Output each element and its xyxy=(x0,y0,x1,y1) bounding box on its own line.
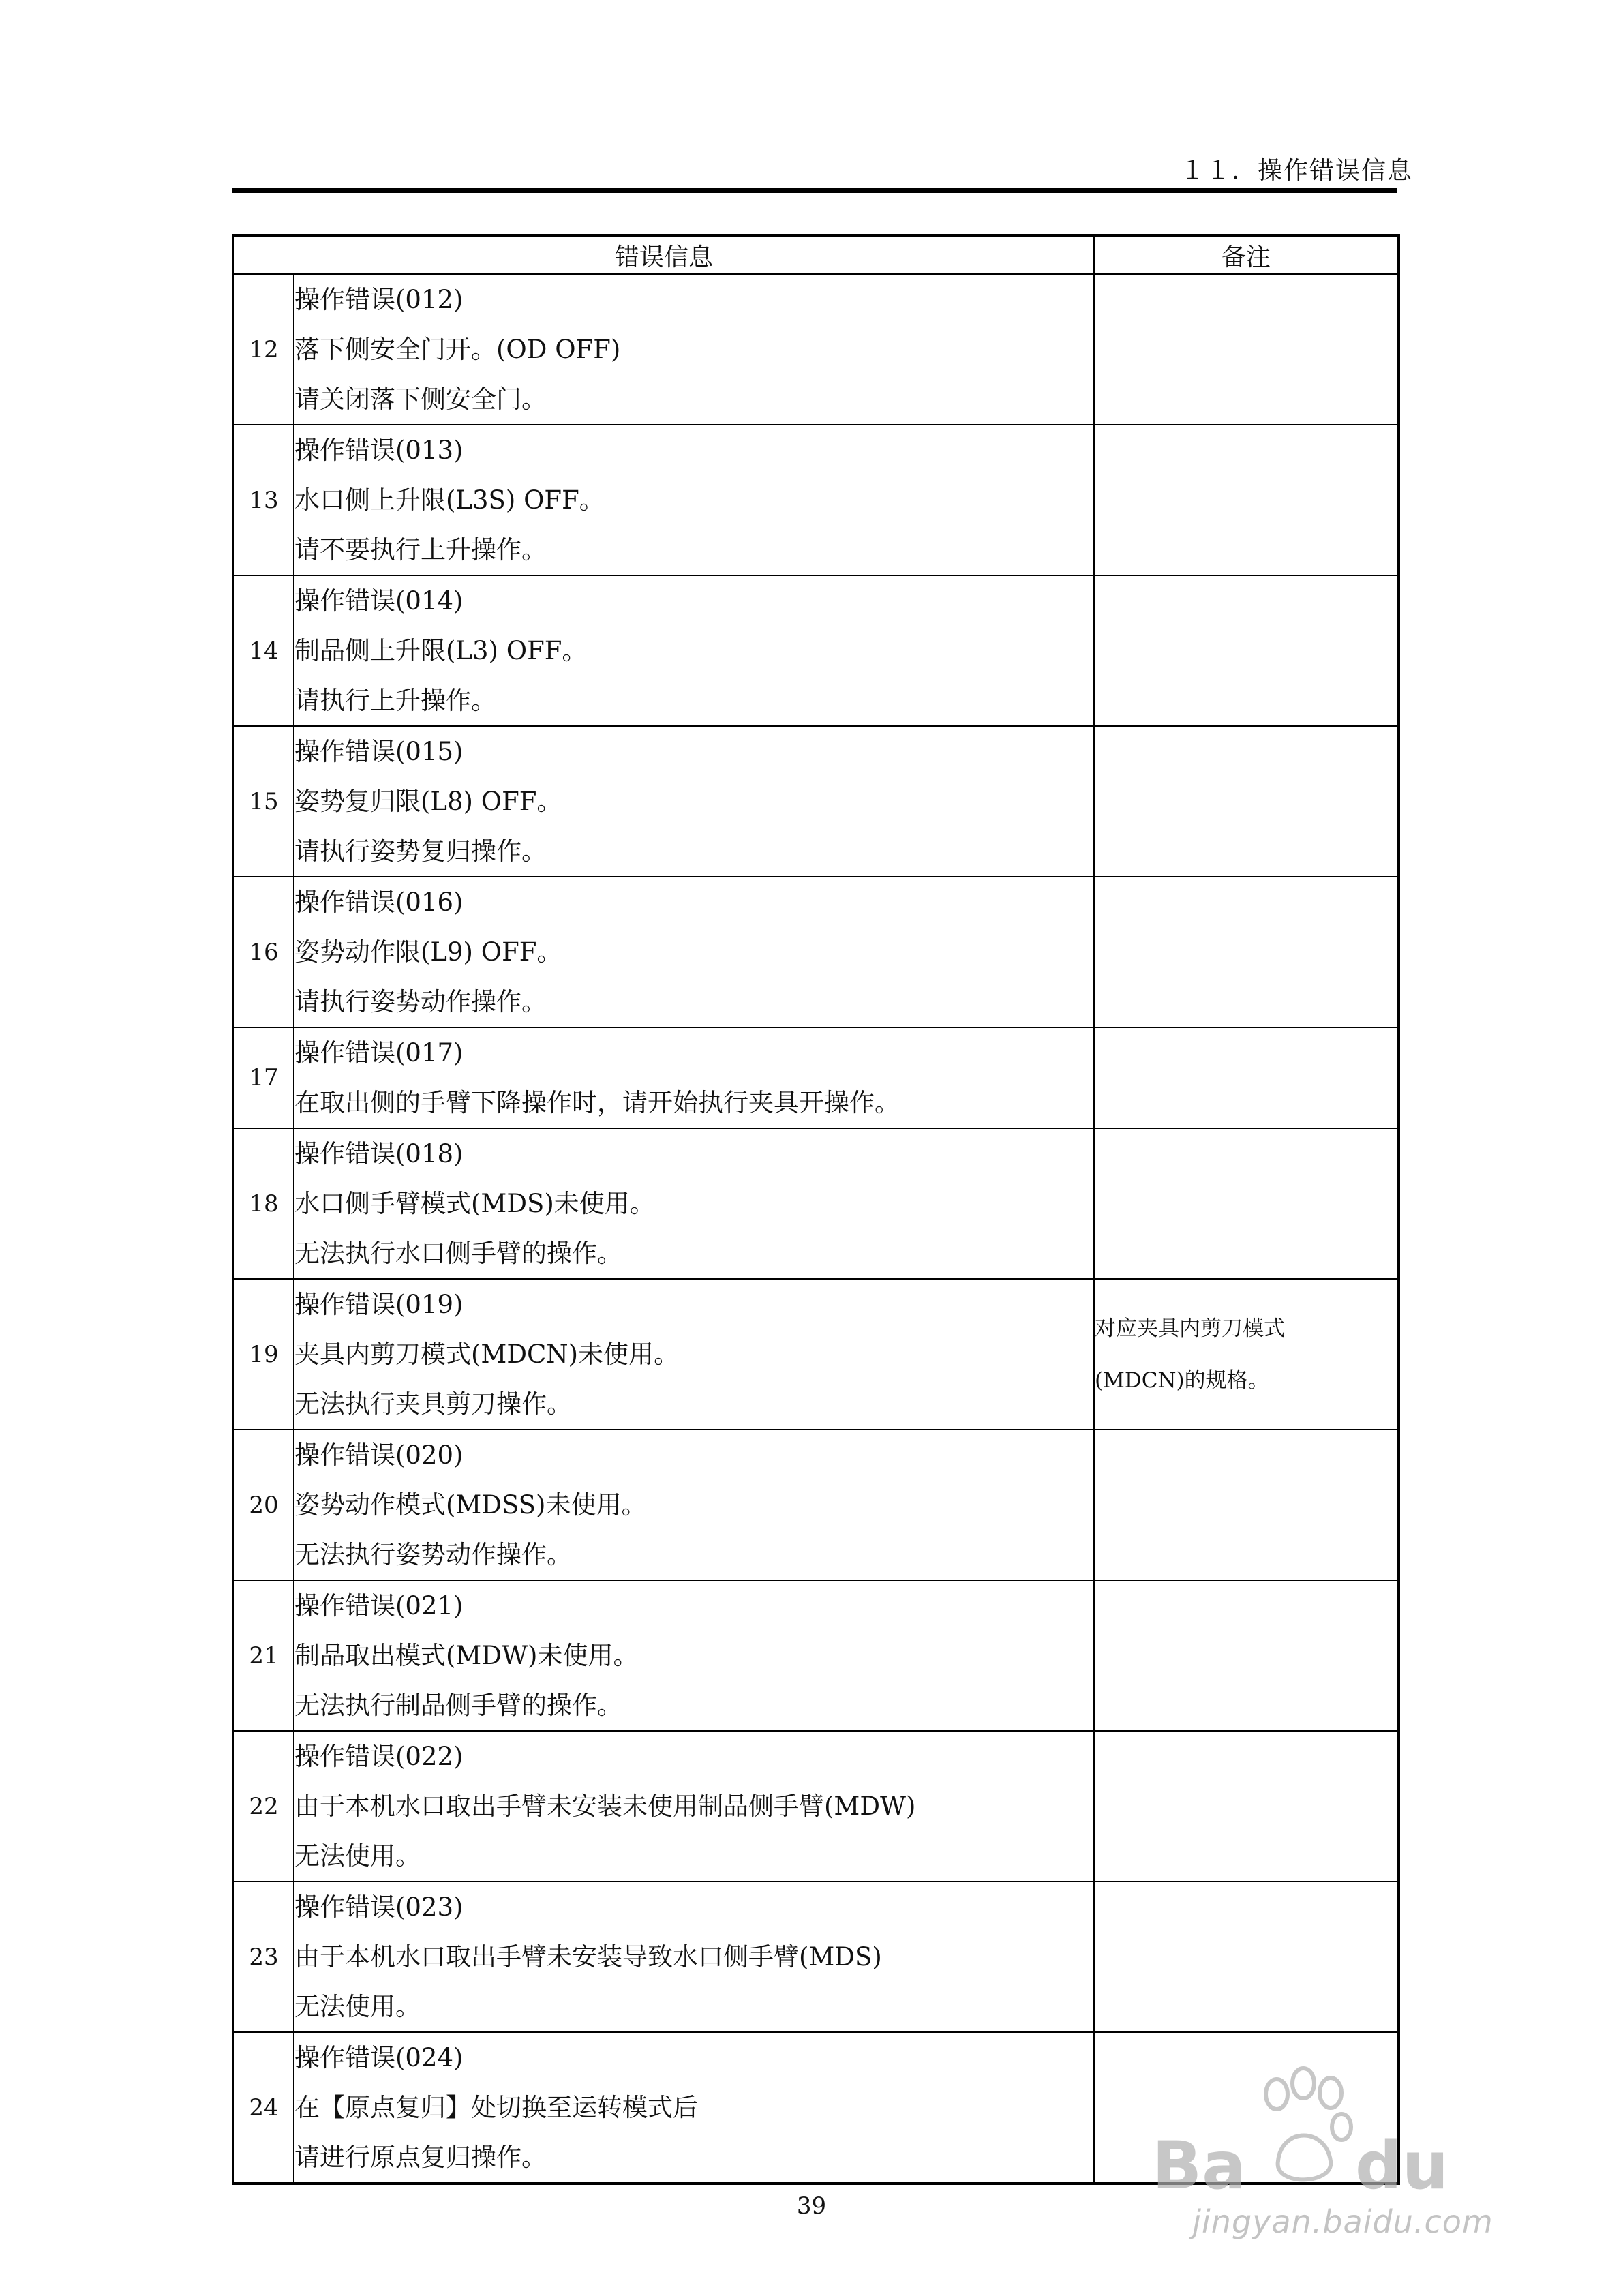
error-message-line: 操作错误(020) xyxy=(294,1440,464,1470)
error-message-line: 操作错误(019) xyxy=(294,1290,464,1319)
table-row xyxy=(233,1128,1399,1279)
error-message-line: 请不要执行上升操作。 xyxy=(294,535,547,564)
table-header-row xyxy=(233,235,1399,274)
error-message-line: 水口侧手臂模式(MDS)未使用。 xyxy=(294,1189,655,1218)
remarks-cell xyxy=(1094,1882,1399,2032)
remarks-cell xyxy=(1094,1430,1399,1580)
error-message-line: 夹具内剪刀模式(MDCN)未使用。 xyxy=(294,1340,680,1369)
error-message-cell xyxy=(294,726,1094,877)
error-message-line: 操作错误(022) xyxy=(294,1742,464,1771)
error-message-line: 无法使用。 xyxy=(294,1992,421,2021)
error-message-line: 无法使用。 xyxy=(294,1841,421,1871)
table-row xyxy=(233,1882,1399,2032)
table-row xyxy=(233,1027,1399,1128)
error-message-line: 无法执行姿势动作操作。 xyxy=(294,1540,572,1569)
error-message-cell xyxy=(294,274,1094,425)
error-message-cell xyxy=(294,1882,1094,2032)
table-row xyxy=(233,1430,1399,1580)
error-message-line: 请执行姿势动作操作。 xyxy=(294,987,547,1016)
table-row xyxy=(233,425,1399,575)
remarks-cell xyxy=(1094,1731,1399,1882)
error-message-cell xyxy=(294,877,1094,1027)
remarks-cell xyxy=(1094,425,1399,575)
table-row xyxy=(233,274,1399,425)
remarks-cell xyxy=(1094,1128,1399,1279)
remarks-cell xyxy=(1094,1580,1399,1731)
error-number-cell: 19 xyxy=(233,1279,294,1430)
error-message-line: 水口侧上升限(L3S) OFF。 xyxy=(294,485,605,515)
table-row xyxy=(233,1580,1399,1731)
remarks-line: 对应夹具内剪刀模式 xyxy=(1095,1316,1286,1341)
table-row xyxy=(233,726,1399,877)
error-number-cell: 18 xyxy=(233,1128,294,1279)
error-message-line: 由于本机水口取出手臂未安装导致水口侧手臂(MDS) xyxy=(294,1942,882,1972)
error-message-cell xyxy=(294,425,1094,575)
error-message-cell xyxy=(294,1128,1094,1279)
error-number-cell: 23 xyxy=(233,1882,294,2032)
error-message-cell xyxy=(294,1279,1094,1430)
error-number-cell: 22 xyxy=(233,1731,294,1882)
remarks-cell xyxy=(1094,726,1399,877)
error-number-cell: 12 xyxy=(233,274,294,425)
error-message-line: 操作错误(023) xyxy=(294,1892,464,1922)
error-message-line: 姿势复归限(L8) OFF。 xyxy=(294,787,562,816)
error-message-line: 由于本机水口取出手臂未安装未使用制品侧手臂(MDW) xyxy=(294,1792,916,1821)
error-number-cell: 15 xyxy=(233,726,294,877)
remarks-cell xyxy=(1094,1279,1399,1430)
remarks-cell xyxy=(1094,1027,1399,1128)
remarks-cell xyxy=(1094,877,1399,1027)
baidu-jingyan-watermark xyxy=(1152,2059,1534,2263)
error-message-line: 请进行原点复归操作。 xyxy=(294,2143,547,2172)
error-message-line: 落下侧安全门开。(OD OFF) xyxy=(294,335,621,364)
error-message-line: 在【原点复归】处切换至运转模式后 xyxy=(294,2093,698,2122)
baidu-paw-logo-icon xyxy=(1152,2059,1534,2202)
table-row xyxy=(233,1731,1399,1882)
error-number-cell: 21 xyxy=(233,1580,294,1731)
error-message-line: 姿势动作限(L9) OFF。 xyxy=(294,937,562,967)
error-message-line: 请执行上升操作。 xyxy=(294,686,496,715)
error-message-line: 请关闭落下侧安全门。 xyxy=(294,384,547,414)
error-message-line: 操作错误(024) xyxy=(294,2043,464,2072)
error-message-line: 操作错误(021) xyxy=(294,1591,464,1620)
watermark-url: jingyan.baidu.com xyxy=(1192,2203,1493,2240)
error-message-line: 无法执行夹具剪刀操作。 xyxy=(294,1389,572,1419)
error-number-cell: 16 xyxy=(233,877,294,1027)
error-message-cell xyxy=(294,1027,1094,1128)
error-number-cell: 24 xyxy=(233,2032,294,2184)
error-number-cell: 17 xyxy=(233,1027,294,1128)
error-message-cell xyxy=(294,1580,1094,1731)
error-message-line: 在取出侧的手臂下降操作时，请开始执行夹具开操作。 xyxy=(294,1088,900,1117)
error-message-line: 操作错误(012) xyxy=(294,285,464,314)
error-message-line: 无法执行水口侧手臂的操作。 xyxy=(294,1239,622,1268)
error-message-line: 操作错误(016) xyxy=(294,888,464,917)
table-row xyxy=(233,1279,1399,1430)
column-header-message: 错误信息 xyxy=(233,235,1094,274)
error-message-cell xyxy=(294,575,1094,726)
section-title: １１．操作错误信息 xyxy=(1179,157,1413,185)
column-header-remarks: 备注 xyxy=(1094,235,1399,274)
error-number-cell: 14 xyxy=(233,575,294,726)
remarks-cell xyxy=(1094,575,1399,726)
error-message-line: 操作错误(014) xyxy=(294,586,464,616)
error-message-line: 操作错误(017) xyxy=(294,1038,464,1068)
table-body xyxy=(233,274,1399,2184)
header-rule xyxy=(232,188,1397,193)
remarks-cell xyxy=(1094,274,1399,425)
error-message-cell xyxy=(294,1731,1094,1882)
table-row xyxy=(233,575,1399,726)
error-message-line: 操作错误(013) xyxy=(294,436,464,465)
error-message-line: 请执行姿势复归操作。 xyxy=(294,836,547,866)
error-number-cell: 20 xyxy=(233,1430,294,1580)
error-message-line: 操作错误(018) xyxy=(294,1139,464,1168)
svg-text:du: du xyxy=(1355,2128,1449,2202)
error-message-line: 制品取出模式(MDW)未使用。 xyxy=(294,1641,639,1670)
table-row xyxy=(233,877,1399,1027)
error-message-table xyxy=(232,234,1400,2185)
error-message-cell xyxy=(294,1430,1094,1580)
svg-text:Ba: Ba xyxy=(1152,2128,1246,2202)
page-number: 39 xyxy=(796,2192,827,2220)
error-message-cell xyxy=(294,2032,1094,2184)
error-message-line: 制品侧上升限(L3) OFF。 xyxy=(294,636,588,665)
error-message-line: 无法执行制品侧手臂的操作。 xyxy=(294,1691,622,1720)
error-message-line: 姿势动作模式(MDSS)未使用。 xyxy=(294,1490,647,1520)
error-number-cell: 13 xyxy=(233,425,294,575)
remarks-line: (MDCN)的规格。 xyxy=(1095,1368,1269,1393)
error-message-line: 操作错误(015) xyxy=(294,737,464,766)
